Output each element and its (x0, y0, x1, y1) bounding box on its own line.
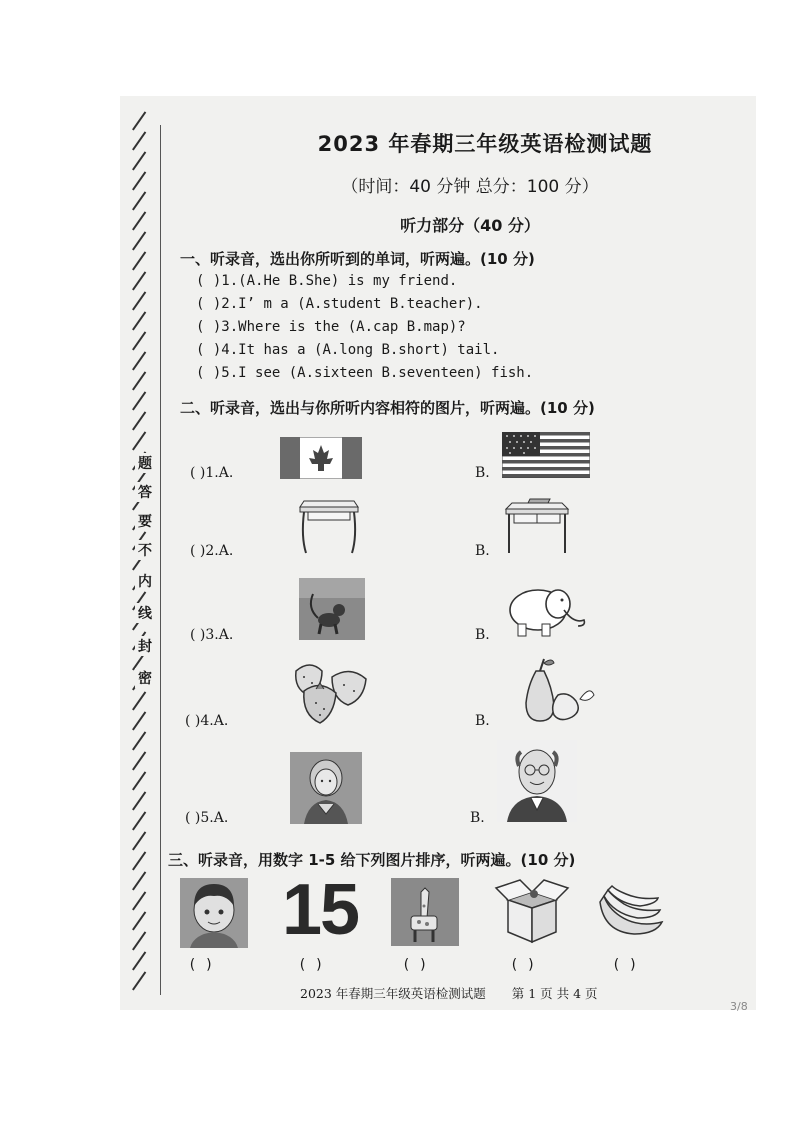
margin-slash (132, 951, 146, 970)
margin-slash (132, 831, 146, 850)
margin-slash (132, 791, 146, 810)
question-label[interactable]: ( )3.A. (190, 627, 234, 643)
canada-flag-icon[interactable] (280, 437, 362, 479)
binding-margin-slashes (120, 120, 160, 1000)
margin-slash (132, 851, 146, 870)
margin-slash (132, 271, 146, 290)
margin-slash (132, 911, 146, 930)
answer-blank[interactable]: ( ) (510, 957, 536, 973)
question-text: 2.I’ m a (A.student B.teacher). (221, 296, 483, 312)
question-label[interactable]: ( )1.A. (190, 465, 234, 481)
boy-icon[interactable] (180, 878, 248, 948)
part3-heading: 三、听录音，用数字 1-5 给下列图片排序，听两遍。(10 分) (168, 851, 576, 869)
answer-blank[interactable]: ( ) (196, 342, 222, 358)
answer-blank[interactable]: ( ) (612, 957, 638, 973)
answer-blank[interactable]: ( ) (196, 296, 222, 312)
margin-char: 密 (135, 668, 155, 688)
exam-title: 2023 年春期三年级英语检测试题 (317, 132, 653, 156)
margin-char: 内 (135, 571, 155, 591)
answer-blank[interactable]: ( ) (188, 957, 214, 973)
margin-slash (132, 191, 146, 210)
margin-slash (132, 291, 146, 310)
box-icon[interactable] (494, 872, 570, 944)
margin-slash (132, 351, 146, 370)
option-b-label[interactable]: B. (475, 627, 490, 643)
strawberries-icon[interactable] (290, 655, 370, 727)
desk-with-book-icon[interactable] (502, 497, 572, 555)
option-b-label[interactable]: B. (475, 465, 490, 481)
grandfather-icon[interactable] (497, 740, 577, 822)
question-label[interactable]: ( )2.A. (190, 543, 234, 559)
margin-slash (132, 931, 146, 950)
margin-slash (132, 971, 146, 990)
list-item (196, 273, 457, 289)
margin-char: 封 (135, 636, 155, 656)
number-fifteen-icon[interactable]: 15 (282, 870, 359, 950)
margin-slash (132, 151, 146, 170)
empty-desk-icon[interactable] (296, 497, 362, 555)
list-item (196, 342, 499, 358)
list-item (196, 296, 483, 312)
list-item (196, 365, 533, 381)
margin-slash (132, 431, 146, 450)
question-text: 3.Where is the (A.cap B.map)? (221, 319, 466, 335)
usa-flag-icon[interactable] (502, 432, 590, 478)
margin-slash (132, 171, 146, 190)
answer-blank[interactable]: ( ) (196, 273, 222, 289)
margin-slash (132, 411, 146, 430)
answer-blank[interactable]: ( ) (402, 957, 428, 973)
margin-slash (132, 371, 146, 390)
margin-char: 题 (135, 453, 155, 473)
option-b-label[interactable]: B. (475, 713, 490, 729)
page-footer (300, 984, 640, 1002)
margin-slash (132, 311, 146, 330)
margin-slash (132, 711, 146, 730)
margin-slash (132, 731, 146, 750)
part1-heading: 一、听录音，选出你所听到的单词，听两遍。(10 分) (180, 250, 535, 268)
question-text: 1.(A.He B.She) is my friend. (221, 273, 458, 289)
list-item (196, 319, 466, 335)
margin-slash (132, 231, 146, 250)
margin-char: 线 (135, 603, 155, 623)
option-b-label[interactable]: B. (470, 810, 485, 826)
answer-blank[interactable]: ( ) (196, 319, 222, 335)
margin-slash (132, 811, 146, 830)
footer-page: 第 1 页 共 4 页 (511, 986, 598, 1001)
grandmother-icon[interactable] (290, 752, 362, 824)
question-label[interactable]: ( )5.A. (185, 810, 229, 826)
question-text: 4.It has a (A.long B.short) tail. (221, 342, 500, 358)
margin-slash (132, 331, 146, 350)
margin-slash (132, 891, 146, 910)
margin-slash (132, 691, 146, 710)
monkey-icon[interactable] (299, 578, 365, 640)
question-label[interactable]: ( )4.A. (185, 713, 229, 729)
margin-slash (132, 751, 146, 770)
margin-slash (132, 211, 146, 230)
answer-blank[interactable]: ( ) (196, 365, 222, 381)
binding-line (160, 125, 161, 995)
margin-char: 不 (135, 540, 155, 560)
scan-page-number: 3/8 (730, 1000, 748, 1013)
part2-heading: 二、听录音，选出与你所听内容相符的图片，听两遍。(10 分) (180, 399, 595, 417)
footer-title: 2023 年春期三年级英语检测试题 (300, 986, 486, 1001)
margin-slash (132, 391, 146, 410)
margin-slash (132, 251, 146, 270)
margin-slash (132, 871, 146, 890)
listening-section-title: 听力部分（40 分） (400, 216, 540, 235)
bananas-icon[interactable] (594, 882, 664, 942)
pears-icon[interactable] (510, 655, 596, 725)
time-and-score: （时间：40 分钟 总分：100 分） (341, 177, 599, 197)
giraffe-icon[interactable] (391, 878, 459, 946)
margin-slash (132, 771, 146, 790)
elephant-icon[interactable] (502, 580, 590, 640)
margin-char: 要 (135, 511, 155, 531)
margin-char: 答 (135, 482, 155, 502)
option-b-label[interactable]: B. (475, 543, 490, 559)
question-text: 5.I see (A.sixteen B.seventeen) fish. (221, 365, 534, 381)
margin-slash (132, 131, 146, 150)
answer-blank[interactable]: ( ) (298, 957, 324, 973)
